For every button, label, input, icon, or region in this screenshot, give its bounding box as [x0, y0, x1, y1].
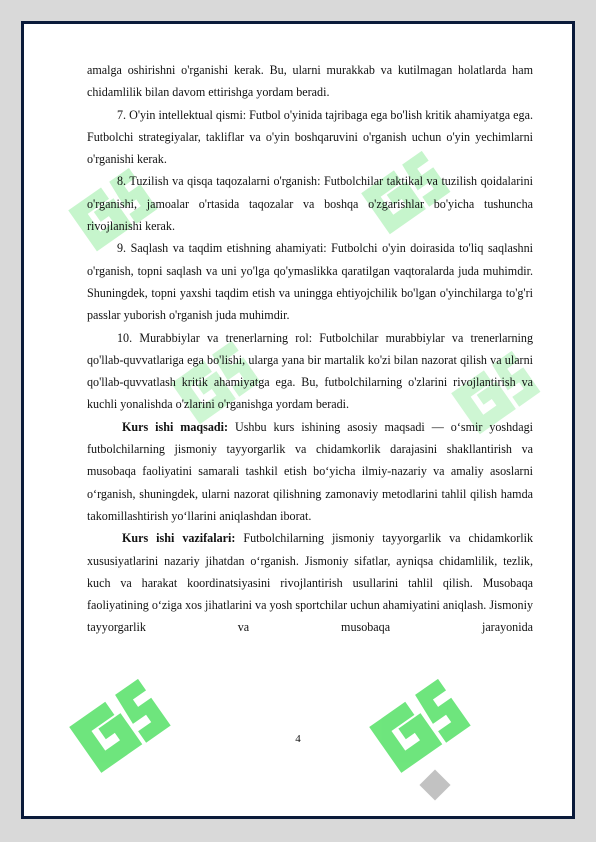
tasks-heading: Kurs ishi vazifalari:	[122, 531, 236, 546]
document-page	[21, 21, 575, 819]
page-body	[87, 59, 533, 639]
paragraph-item-10: 10. Murabbiylar va trenerlarning rol: Futbolchilar murabbiylar va trenerlarning qo'llab-quvvatlariga ega bo'lishi, ularga yana bir martalik ko'zi bilan nazorat qilish va ularni qo'llab-quvvatlash kritik ahamiyatga ega. Bu, futbolchilarning o'zlarini rivojlantirish va kuchli yonalishda o'zlarini o'rganishga yordam beradi.	[87, 330, 533, 412]
paragraph-continuation: amalga oshirishni o'rganishi kerak. Bu, ularni murakkab va kutilmagan holatlarda ham chidamlilik bilan davom ettirishga yordam beradi.	[87, 63, 533, 100]
paragraph-item-7: 7. O'yin intellektual qismi: Futbol o'yinida tajribaga ega bo'lish kritik ahamiyatga ega. Futbolchi strategiyalar, takliflar va o'yin boshqaruvini o'rganish uchun o'yin yechimlarni o'rganishi kerak.	[87, 107, 533, 167]
page-number: 4	[295, 733, 301, 745]
paragraph-item-9: 9. Saqlash va taqdim etishning ahamiyati: Futbolchi o'yin doirasida to'liq saqlashni o'rganish, topni saqlash va uni yo'lga qo'ymaslikka qaratilgan vaqtoralarda juda muhimdir. Shuningdek, topni yaxshi taqdim etish va uningga ehtiyojchilik bo'lgan o'yinchilarga to'g'ri passlar yuborish o'rganish juda muhimdir.	[87, 241, 533, 323]
paragraph-goal	[87, 416, 533, 527]
goal-text: Ushbu kurs ishining asosiy maqsadi — o‘smir yoshdagi futbolchilarning jismoniy tayyorgarlik va chidamkorlik darajasini shakllantirish va musobaqa faoliyatini samarali tashkil etish bo‘yicha ilmiy-nazariy va amaliy asoslarni o‘rganish, shuningdek, ularni nazorat qilishning zamonaviy metodlarini tahlil qilish hamda takomillashtirish yo‘llarini aniqlashdan iborat.	[87, 419, 533, 523]
goal-heading: Kurs ishi maqsadi:	[122, 419, 229, 434]
tasks-text: Futbolchilarning jismoniy tayyorgarlik va chidamkorlik xususiyatlarini nazariy jihatdan o‘rganish. Jismoniy sifatlar, ayniqsa chidamlilik, tezlik, kuch va harakat koordinatsiyasini rivojlantirish usullarini tahlil qilish. Musobaqa faoliyatining o‘ziga xos jihatlarini va yosh sportchilar uchun ahamiyatini aniqlash. Jismoniy tayyorgarlik va musobaqa jarayonida	[87, 531, 533, 635]
paragraph-tasks	[87, 527, 533, 638]
paragraph-item-8: 8. Tuzilish va qisqa taqozalarni o'rganish: Futbolchilar taktikal va tuzilish qoidalarini o'rganishi, jamoalar o'rtasida taqozalar va boshqa o'zgarishlar bo'yicha tushuncha rivojlanishi kerak.	[87, 174, 533, 234]
